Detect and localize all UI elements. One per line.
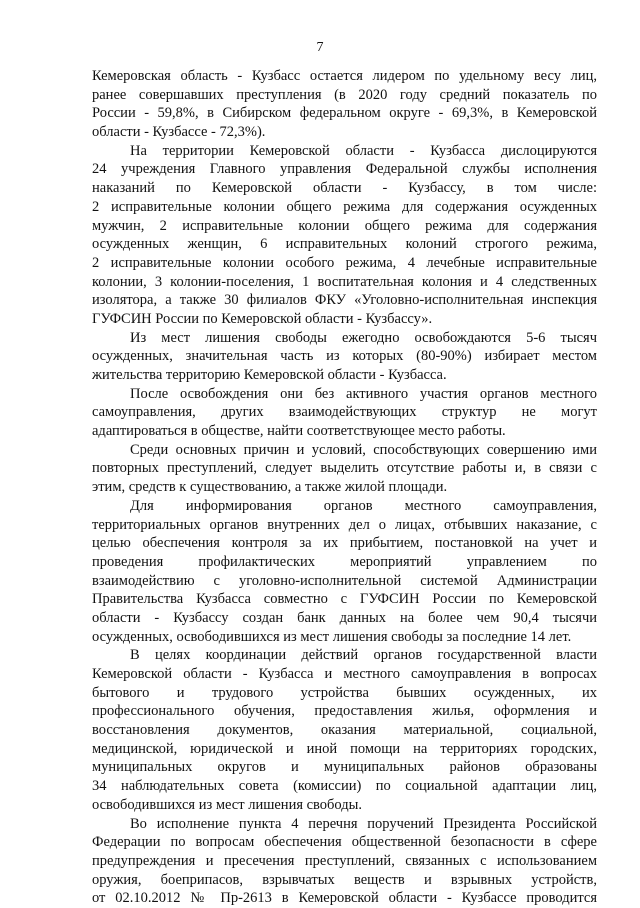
text-line: Для информирования органов местного самоуправления,	[130, 497, 597, 514]
paragraph-4	[92, 385, 597, 441]
text-line: профессионального обучения, предоставления жилья, оформления и	[92, 703, 597, 720]
text-line: муниципальных округов и муниципальных районов образованы	[92, 759, 597, 776]
text-line: целью обеспечения контроля за их прибытием, постановкой на учет и	[92, 535, 597, 552]
text-line: жительства территорию Кемеровской области - Кузбасса.	[92, 367, 447, 383]
paragraph-3	[92, 329, 597, 385]
text-line: 34 наблюдательных совета (комиссии) по социальной адаптации лиц,	[92, 778, 597, 795]
paragraph-1	[92, 67, 597, 142]
page-number: 7	[316, 40, 324, 55]
text-line: После освобождения они без активного участия органов местного	[130, 385, 597, 402]
text-line: от 02.10.2012 № Пр-2613 в Кемеровской области - Кузбассе проводится	[92, 890, 597, 907]
text-line: медицинской, юридической и иной помощи на территориях городских,	[92, 740, 597, 757]
text-line: Правительства Кузбасса совместно с ГУФСИН России по Кемеровской	[92, 591, 597, 608]
text-line: Среди основных причин и условий, способствующих совершению ими	[130, 441, 597, 458]
text-line: проведения профилактических мероприятий управлением по	[92, 553, 597, 570]
text-line: изолятора, а также 30 филиалов ФКУ «Уголовно-исполнительная инспекция	[92, 292, 597, 309]
text-line: Во исполнение пункта 4 перечня поручений Президента Российской	[130, 815, 597, 832]
text-line: мужчин, 2 исправительные колонии общего режима для содержания	[92, 217, 597, 234]
paragraph-8	[92, 815, 597, 908]
text-line: самоуправления, других взаимодействующих структур не могут	[92, 404, 597, 421]
text-line: 2 исправительные колонии общего режима для содержания осужденных	[92, 198, 597, 215]
text-line: наказаний по Кемеровской области - Кузбассу, в том числе:	[92, 180, 597, 197]
text-line: 2 исправительные колонии особого режима, 4 лечебные исправительные	[92, 254, 597, 271]
paragraph-5	[92, 441, 597, 497]
text-line: ранее совершавших преступления (в 2020 году средний показатель по	[92, 86, 597, 103]
text-line: области - Кузбассе - 72,3%).	[92, 124, 266, 141]
text-line: повторных преступлений, следует выделить отсутствие работы и, в связи с	[92, 460, 597, 477]
paragraph-7	[92, 646, 597, 814]
text-line: территориальных органов внутренних дел о лицах, отбывших наказание, с	[92, 516, 597, 533]
paragraph-6	[92, 497, 597, 647]
text-line: области - Кузбассу создан банк данных на более чем 90,4 тысячи	[92, 609, 597, 626]
text-line: ГУФСИН России по Кемеровской области - Кузбассу».	[92, 310, 433, 327]
text-line: 24 учреждения Главного управления Федеральной службы исполнения	[92, 161, 597, 178]
text-line: взаимодействию с уголовно-исполнительной системой Администрации	[92, 572, 597, 589]
text-line: осужденных, значительная часть из которых (80-90%) избирает местом	[92, 348, 597, 365]
text-line: осужденных, освободившихся из мест лишения свободы за последние 14 лет.	[92, 628, 572, 645]
text-line: колонии, 3 колонии-поселения, 1 воспитательная колония и 4 следственных	[92, 273, 597, 290]
text-line: бытового и трудового устройства бывших осужденных, их	[92, 684, 597, 701]
text-line: осужденных женщин, 6 исправительных колоний строгого режима,	[92, 236, 597, 253]
text-line: В целях координации действий органов государственной власти	[130, 647, 597, 664]
text-line: Кемеровской области - Кузбасса и местного самоуправления в вопросах	[92, 666, 597, 682]
text-line: оружия, боеприпасов, взрывчатых веществ и взрывных устройств,	[92, 871, 597, 888]
text-line: адаптироваться в обществе, найти соответствующее место работы.	[92, 423, 506, 440]
text-line: Из мест лишения свободы ежегодно освобождаются 5-6 тысяч	[130, 329, 597, 346]
text-line: На территории Кемеровской области - Кузбасса дислоцируются	[130, 142, 597, 159]
document-body	[92, 67, 597, 908]
text-line: Федерации по вопросам обеспечения общественной безопасности в сфере	[92, 834, 597, 851]
text-line: освободившихся из мест лишения свободы.	[92, 796, 363, 813]
text-line: предупреждения и пресечения преступлений, связанных с использованием	[92, 852, 597, 869]
text-line: этим, средств к существованию, а также жилой площади.	[92, 479, 448, 496]
text-line: России - 59,8%, в Сибирском федеральном округе - 69,3%, в Кемеровской	[92, 105, 597, 122]
text-line: восстановления документов, оказания материальной, социальной,	[92, 722, 597, 739]
text-line: Кемеровская область - Кузбасс остается лидером по удельному весу лиц,	[92, 68, 597, 84]
paragraph-2	[92, 142, 597, 329]
